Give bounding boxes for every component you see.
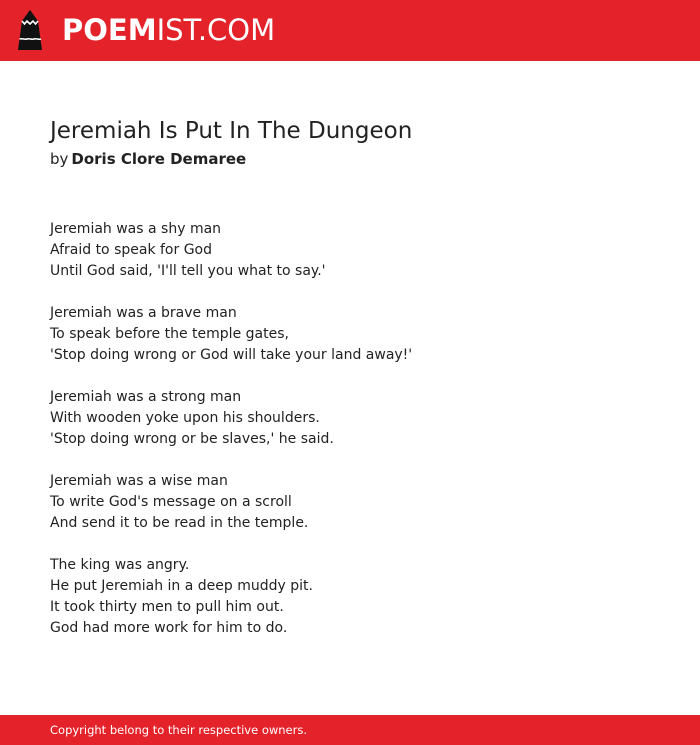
byline xyxy=(50,149,246,169)
poem-line: 'Stop doing wrong or be slaves,' he said. xyxy=(50,431,334,447)
stanza xyxy=(50,555,412,639)
poem-line: Jeremiah was a strong man xyxy=(50,389,242,405)
poem-line: Until God said, 'I'll tell you what to say.' xyxy=(50,263,326,279)
poem-line: To speak before the temple gates, xyxy=(50,326,289,342)
stanza xyxy=(50,387,412,450)
stanza xyxy=(50,219,412,282)
poem-line: Jeremiah was a wise man xyxy=(50,473,228,489)
logo-text-light: IST.COM xyxy=(156,13,276,47)
poem-line: Jeremiah was a brave man xyxy=(50,305,237,321)
poem-line: Jeremiah was a shy man xyxy=(50,221,222,237)
author-name[interactable]: Doris Clore Demaree xyxy=(71,150,247,168)
by-label: by xyxy=(50,150,69,168)
poem-line: The king was angry. xyxy=(50,557,190,573)
copyright-text: Copyright belong to their respective owners. xyxy=(50,723,308,737)
poem-line: With wooden yoke upon his shoulders. xyxy=(50,410,320,426)
poem-line: He put Jeremiah in a deep muddy pit. xyxy=(50,578,313,594)
stanza xyxy=(50,471,412,534)
poem-title: Jeremiah Is Put In The Dungeon xyxy=(50,118,413,144)
pencil-tip-icon xyxy=(17,9,43,51)
site-footer xyxy=(0,715,700,745)
stanza xyxy=(50,303,412,366)
poem-line: God had more work for him to do. xyxy=(50,620,288,636)
site-logo[interactable] xyxy=(62,12,275,48)
poem-line: It took thirty men to pull him out. xyxy=(50,599,284,615)
logo-text-bold: POEM xyxy=(62,13,157,47)
poem-line: To write God's message on a scroll xyxy=(50,494,292,510)
poem-line: 'Stop doing wrong or God will take your land away!' xyxy=(50,347,413,363)
poem-line: Afraid to speak for God xyxy=(50,242,213,258)
site-header xyxy=(0,0,700,61)
poem-line: And send it to be read in the temple. xyxy=(50,515,309,531)
poem-body xyxy=(50,219,412,660)
